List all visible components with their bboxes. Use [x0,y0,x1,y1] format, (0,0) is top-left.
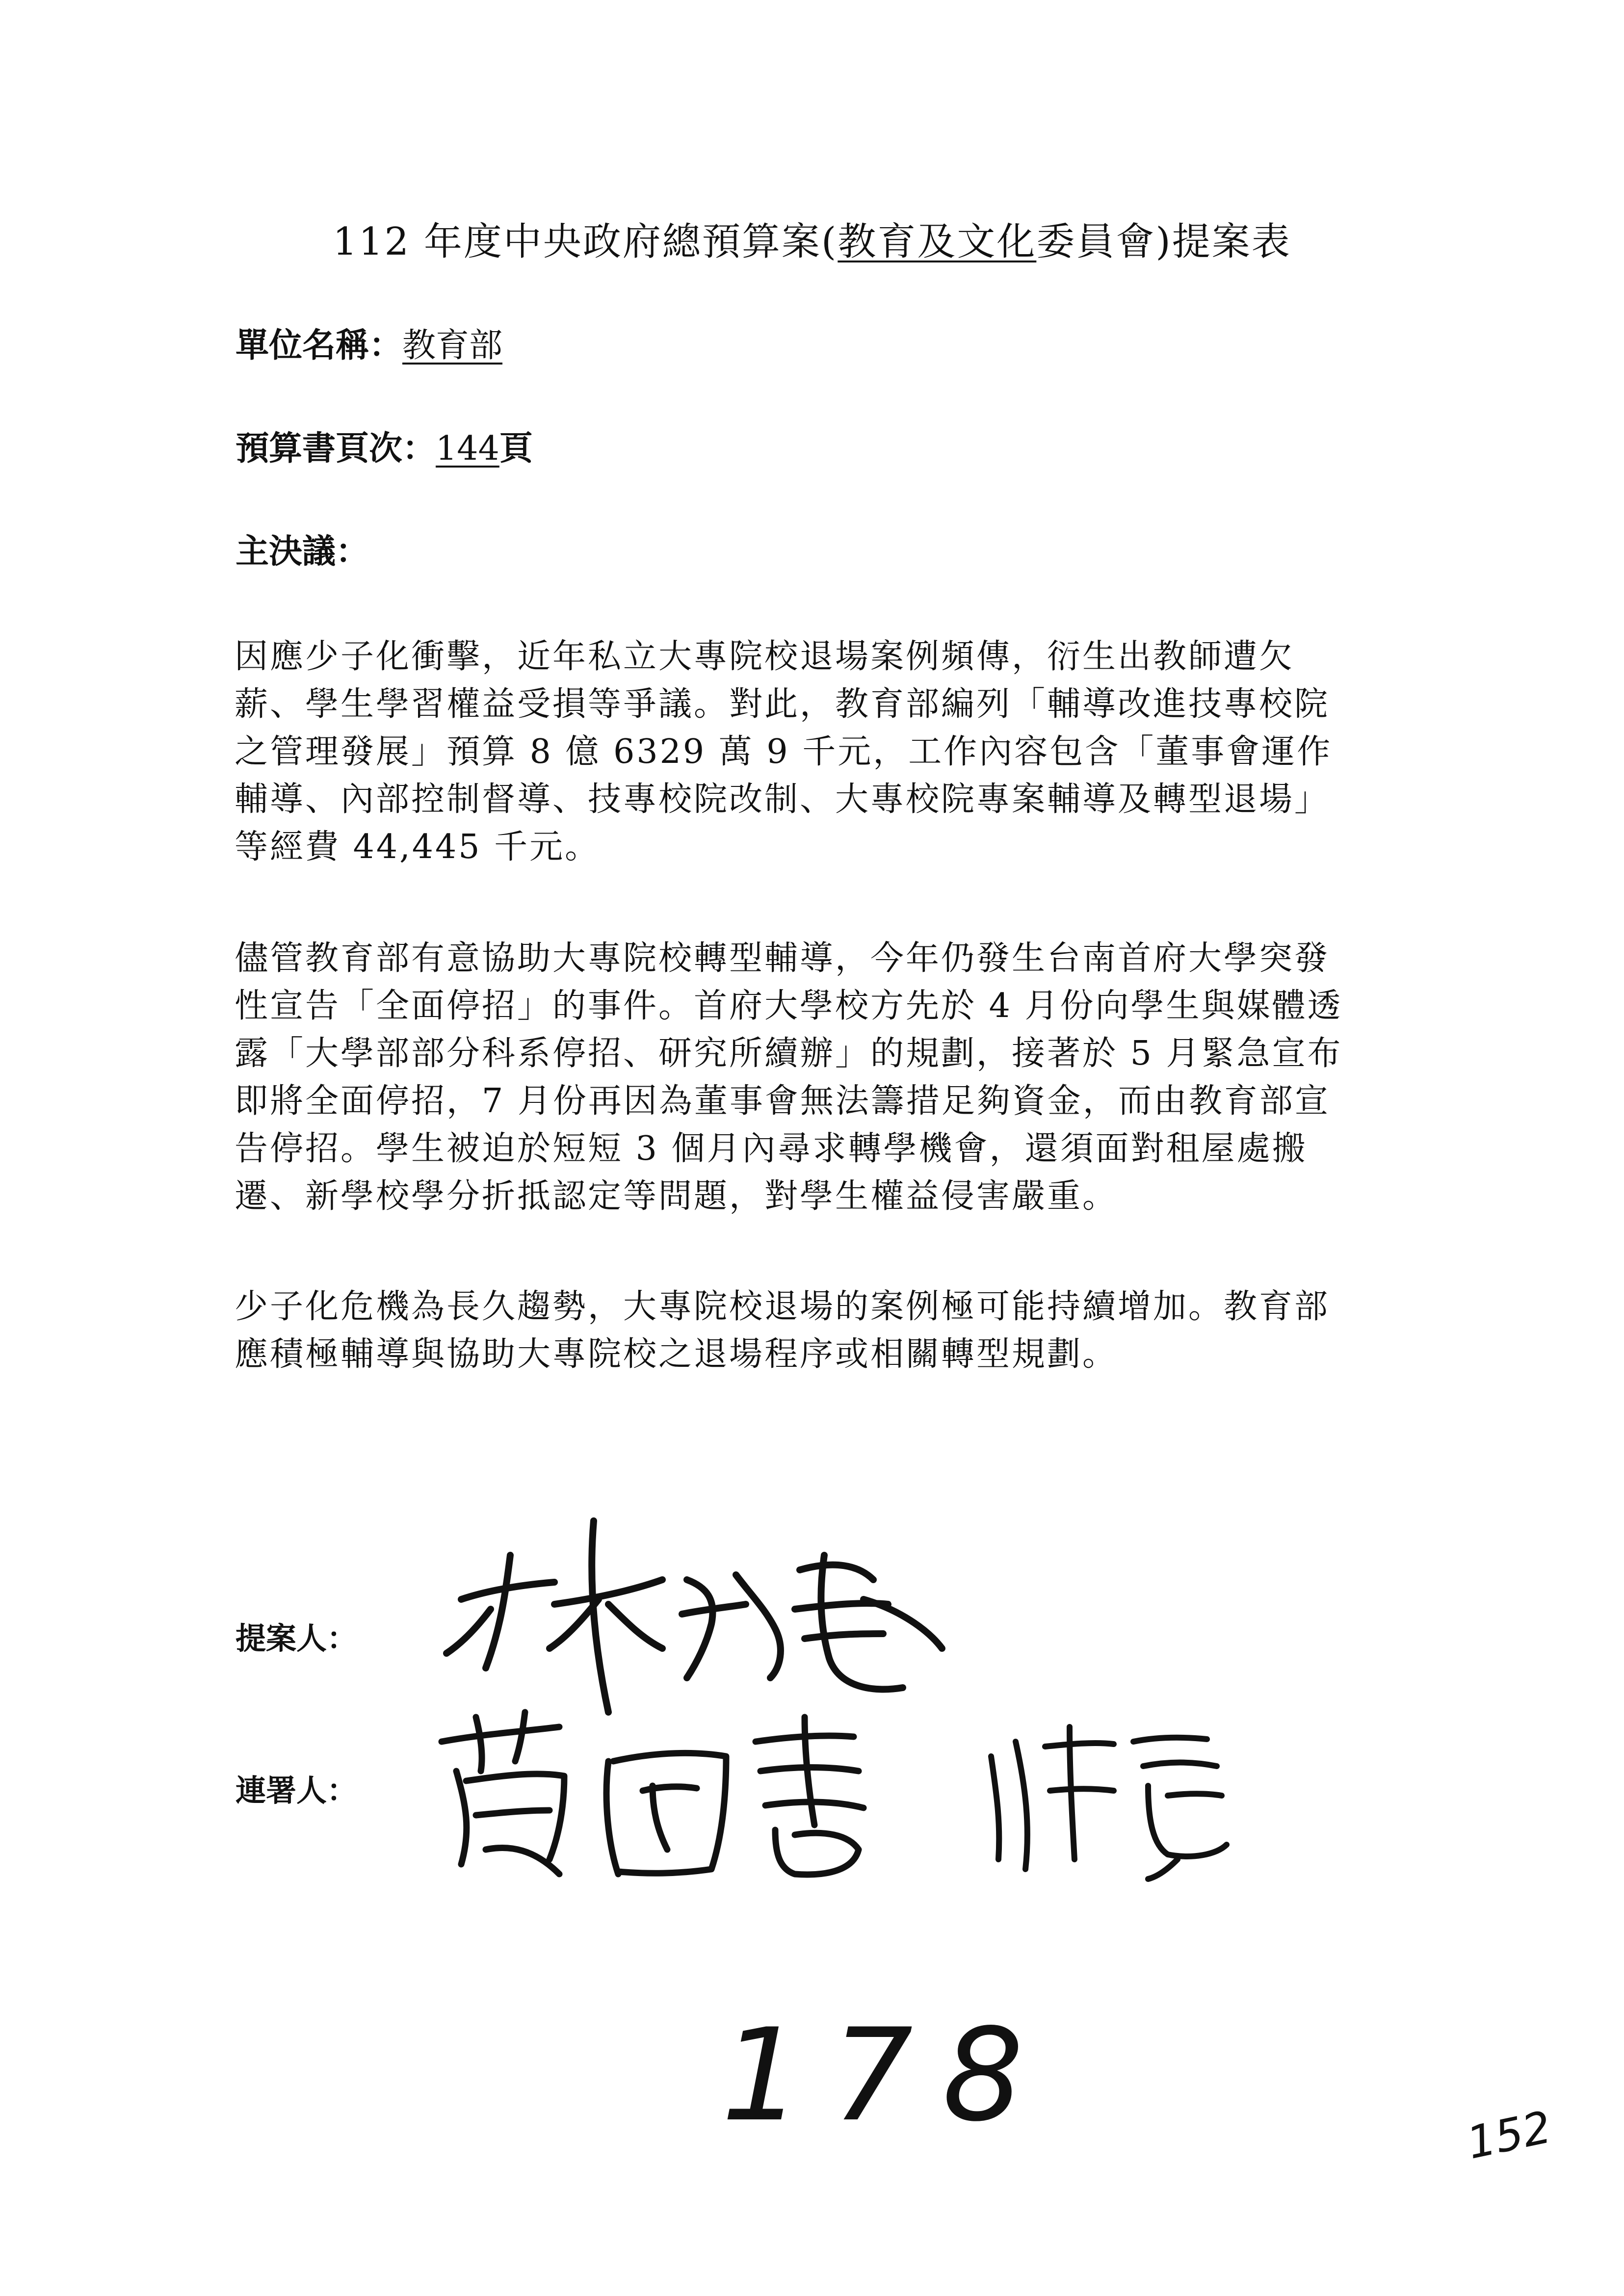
proposer-label: 提案人： [236,1620,358,1656]
paragraph-line: 少子化危機為長久趨勢，大專院校退場的案例極可能持續增加。教育部 [235,1287,1330,1326]
cosigner-signature-2 [971,1697,1246,1884]
paragraph-3 [235,1283,1432,1378]
paragraph-line: 因應少子化衝擊，近年私立大專院校退場案例頻傳，衍生出教師遭欠 [235,637,1295,676]
paragraph-line: 性宣告「全面停招」的事件。首府大學校方先於 4 月份向學生與媒體透 [235,987,1343,1025]
unit-label: 單位名稱： [236,326,403,365]
paragraph-line: 等經費 44,445 千元。 [235,828,601,866]
page-title [0,211,1624,266]
unit-value: 教育部 [402,326,503,365]
budget-page-row [236,422,533,470]
paragraph-line: 應積極輔導與協助大專院校之退場程序或相關轉型規劃。 [235,1335,1118,1374]
budget-page-value: 144 [436,429,499,468]
title-prefix: 112 年度中央政府總預算案( [333,220,838,264]
paragraph-line: 薪、學生學習權益受損等爭議。對此，教育部編列「輔導改進技專校院 [235,685,1330,724]
title-committee: 教育及文化 [838,220,1037,264]
paragraph-line: 儘管教育部有意協助大專院校轉型輔導，今年仍發生台南首府大學突發 [235,939,1330,978]
paragraph-line: 即將全面停招，7 月份再因為董事會無法籌措足夠資金，而由教育部宣 [235,1082,1330,1121]
title-suffix: 委員會)提案表 [1036,220,1291,264]
paragraph-2 [235,935,1432,1220]
unit-row [236,319,502,366]
resolution-label: 主決議： [236,532,369,571]
budget-page-unit: 頁 [499,429,533,468]
cosigner-label: 連署人： [236,1773,358,1808]
paragraph-line: 之管理發展」預算 8 億 6329 萬 9 千元，工作內容包含「董事會運作 [235,732,1333,771]
paragraph-line: 遷、新學校學分折抵認定等問題，對學生權益侵害嚴重。 [235,1177,1118,1216]
handwritten-page-number: 178 [721,2002,1053,2150]
handwritten-corner-number: 152 [1462,2101,1556,2169]
paragraph-1 [235,633,1432,871]
paragraph-line: 告停招。學生被迫於短短 3 個月內尋求轉學機會，還須面對租屋處搬 [235,1129,1308,1168]
paragraph-line: 露「大學部部分科系停招、研究所續辦」的規劃，接著於 5 月緊急宣布 [235,1034,1343,1073]
budget-page-label: 預算書頁次： [236,429,436,468]
cosigner-signature-1 [422,1688,962,1899]
paragraph-line: 輔導、內部控制督導、技專校院改制、大專校院專案輔導及轉型退場」 [235,780,1330,819]
